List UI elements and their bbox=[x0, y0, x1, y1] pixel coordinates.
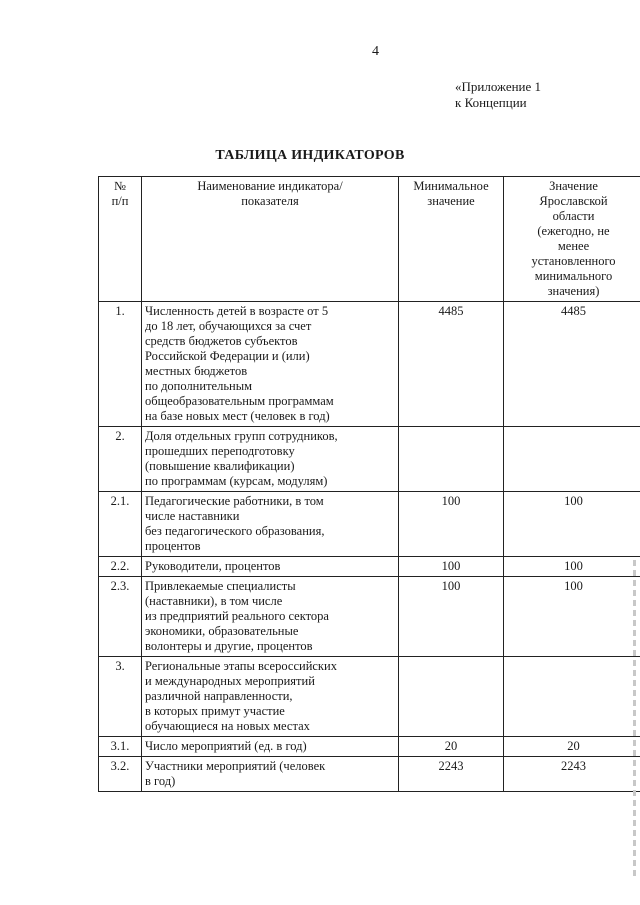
table-row bbox=[99, 737, 640, 757]
minimum-value: 100 bbox=[399, 557, 504, 577]
table-row bbox=[99, 557, 640, 577]
indicator-name: Численность детей в возрасте от 5 до 18 лет, обучающихся за счет средств бюджетов субъектов Российской Федерации и (или) местных бюджетов по дополнительным общеобразовательным программам на базе новых мест (человек в год) bbox=[142, 302, 399, 427]
region-value: 4485 bbox=[504, 302, 640, 427]
row-number: 2.1. bbox=[99, 492, 142, 557]
table-row bbox=[99, 577, 640, 657]
table-row bbox=[99, 427, 640, 492]
indicator-name: Доля отдельных групп сотрудников, прошедших переподготовку (повышение квалификации) по программам (курсам, модулям) bbox=[142, 427, 399, 492]
region-value: 100 bbox=[504, 557, 640, 577]
row-number: 3.1. bbox=[99, 737, 142, 757]
table-row bbox=[99, 657, 640, 737]
indicator-name: Участники мероприятий (человек в год) bbox=[142, 757, 399, 792]
header-indicator-name: Наименование индикатора/ показателя bbox=[142, 177, 399, 302]
row-number: 1. bbox=[99, 302, 142, 427]
minimum-value: 100 bbox=[399, 492, 504, 557]
minimum-value bbox=[399, 427, 504, 492]
table-row bbox=[99, 757, 640, 792]
table-header-row bbox=[99, 177, 640, 302]
row-number: 3. bbox=[99, 657, 142, 737]
header-number: № п/п bbox=[99, 177, 142, 302]
row-number: 3.2. bbox=[99, 757, 142, 792]
minimum-value: 100 bbox=[399, 577, 504, 657]
region-value bbox=[504, 427, 640, 492]
row-number: 2.2. bbox=[99, 557, 142, 577]
indicators-table bbox=[98, 176, 640, 792]
scan-edge-artifact bbox=[633, 560, 636, 880]
minimum-value bbox=[399, 657, 504, 737]
row-number: 2. bbox=[99, 427, 142, 492]
page-number: 4 bbox=[372, 44, 379, 59]
region-value: 20 bbox=[504, 737, 640, 757]
header-minimum-value: Минимальное значение bbox=[399, 177, 504, 302]
minimum-value: 2243 bbox=[399, 757, 504, 792]
appendix-line-1: «Приложение 1 bbox=[455, 79, 542, 94]
region-value bbox=[504, 657, 640, 737]
minimum-value: 20 bbox=[399, 737, 504, 757]
indicator-name: Число мероприятий (ед. в год) bbox=[142, 737, 399, 757]
indicator-name: Привлекаемые специалисты (наставники), в том числе из предприятий реального сектора экономики, образовательные волонтеры и другие, процентов bbox=[142, 577, 399, 657]
row-number: 2.3. bbox=[99, 577, 142, 657]
indicator-name: Педагогические работники, в том числе наставники без педагогического образования, процентов bbox=[142, 492, 399, 557]
appendix-line-2: к Концепции bbox=[455, 95, 527, 110]
indicator-name: Руководители, процентов bbox=[142, 557, 399, 577]
region-value: 100 bbox=[504, 577, 640, 657]
header-region-value: Значение Ярославской области (ежегодно, не менее установленного минимального значения) bbox=[504, 177, 640, 302]
document-title: ТАБЛИЦА ИНДИКАТОРОВ bbox=[215, 148, 405, 163]
table-row bbox=[99, 492, 640, 557]
region-value: 100 bbox=[504, 492, 640, 557]
appendix-reference bbox=[455, 79, 541, 111]
table-row bbox=[99, 302, 640, 427]
minimum-value: 4485 bbox=[399, 302, 504, 427]
region-value: 2243 bbox=[504, 757, 640, 792]
indicator-name: Региональные этапы всероссийских и международных мероприятий различной направленности, в которых примут участие обучающиеся на новых местах bbox=[142, 657, 399, 737]
